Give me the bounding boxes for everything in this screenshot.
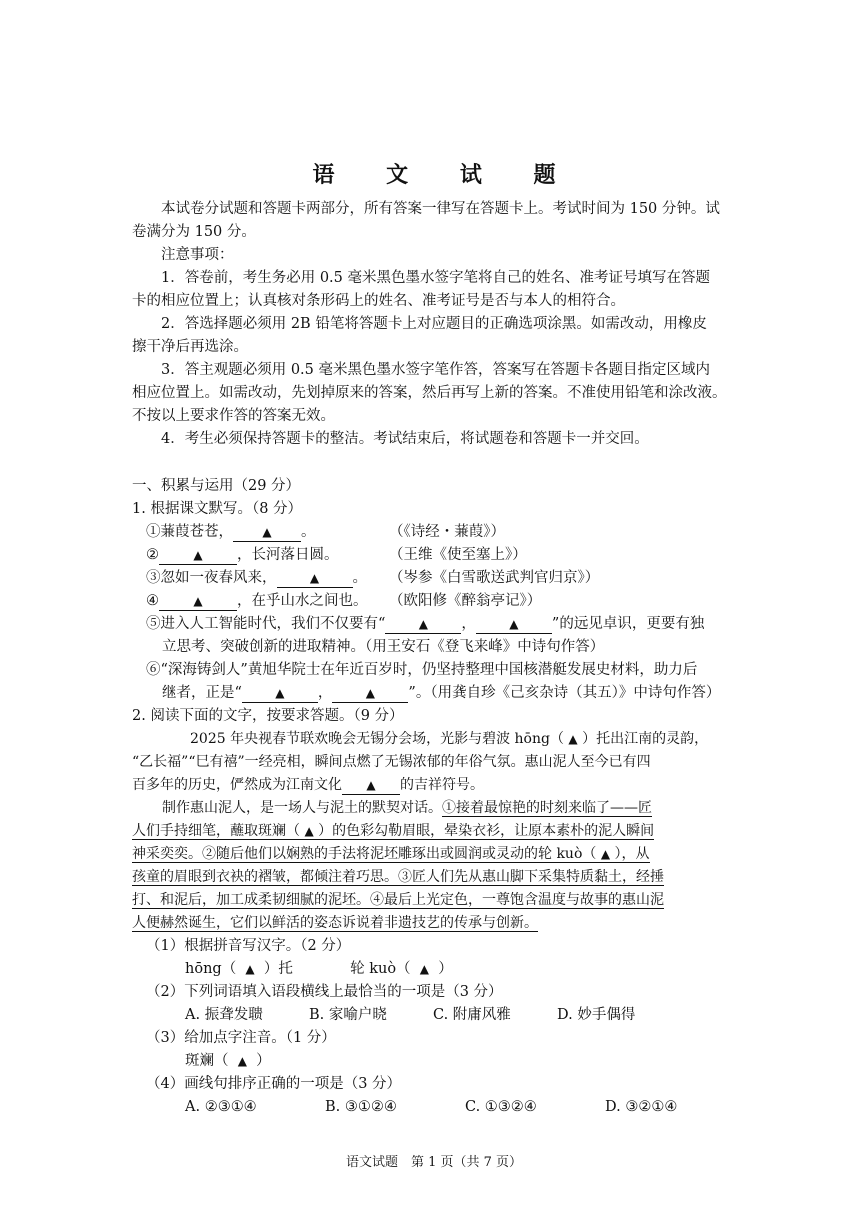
answer-blank[interactable]: ▲ xyxy=(385,616,461,634)
option-b[interactable]: B. 家喻户晓 xyxy=(309,1007,387,1023)
option-c[interactable]: C. 附庸风雅 xyxy=(433,1007,511,1023)
recite-source: （王维《使至塞上》） xyxy=(389,547,527,563)
sub-question-4: （4）画线句排序正确的一项是（3 分） xyxy=(146,1076,402,1092)
recite-source: （《诗经・蒹葭》） xyxy=(389,524,505,540)
options-row xyxy=(185,1004,795,1027)
answer-blank[interactable]: ▲ xyxy=(342,777,400,795)
answer-blank[interactable]: ▲ xyxy=(159,547,237,565)
sub-question-2: （2）下列词语填入语段横线上最恰当的一项是（3 分） xyxy=(146,984,503,1000)
notice-item: 卡的相应位置上；认真核对条形码上的姓名、准考证号是否与本人的相符合。 xyxy=(132,293,625,309)
passage-line: 神采奕奕。②随后他们以娴熟的手法将泥坯雕琢出或圆润或灵动的轮 kuò（ ▲ ），从 xyxy=(132,846,650,862)
page-title: 语 文 试 题 xyxy=(312,162,578,188)
option-c[interactable]: C. ①③②④ xyxy=(465,1099,537,1115)
answer-blank[interactable]: ▲ xyxy=(277,570,353,588)
sub-question-3: （3）给加点字注音。（1 分） xyxy=(146,1030,336,1046)
recite-line-4: ④ ▲ ，在乎山水之间也。 xyxy=(146,593,368,609)
notice-heading: 注意事项： xyxy=(161,247,234,263)
option-d[interactable]: D. ③②①④ xyxy=(605,1099,678,1115)
pinyin-answers: hōng（ ▲ ）托 轮 kuò（ ▲ ） xyxy=(185,961,453,977)
page-footer: 语文试题 第 1 页（共 7 页） xyxy=(345,1155,523,1170)
section-heading: 一、积累与运用（29 分） xyxy=(132,478,301,494)
option-a[interactable]: A. 振聋发聩 xyxy=(185,1007,263,1023)
passage-line: 制作惠山泥人，是一场人与泥土的默契对话。①接着最惊艳的时刻来临了——匠 xyxy=(162,800,652,816)
answer-blank[interactable]: ▲ xyxy=(476,616,552,634)
answer-blank[interactable]: ▲ xyxy=(159,593,237,611)
passage-line: 打、和泥后，加工成柔韧细腻的泥坯。④最后上光定色，一尊饱含温度与故事的惠山泥 xyxy=(132,892,664,908)
option-b[interactable]: B. ③①②④ xyxy=(325,1099,397,1115)
question-1-heading: 1. 根据课文默写。（8 分） xyxy=(132,501,303,517)
option-d[interactable]: D. 妙手偶得 xyxy=(557,1007,636,1023)
recite-line-2: ② ▲ ，长河落日圆。 xyxy=(146,547,339,563)
answer-blank[interactable]: ▲ xyxy=(233,524,301,542)
phonetic-answer: 斑斓（ ▲ ） xyxy=(185,1053,271,1069)
recite-line-5-cont: 立思考、突破创新的进取精神。（用王安石《登飞来峰》中诗句作答） xyxy=(162,639,605,655)
intro-line: 本试卷分试题和答题卡两部分，所有答案一律写在答题卡上。考试时间为 150 分钟。试 xyxy=(161,201,720,217)
notice-item: 3．答主观题必须用 0.5 毫米黑色墨水签字笔作答，答案写在答题卡各题目指定区域内 xyxy=(161,362,711,378)
intro-line: 卷满分为 150 分。 xyxy=(132,224,256,240)
notice-item: 相应位置上。如需改动，先划掉原来的答案，然后再写上新的答案。不准使用铅笔和涂改液。 xyxy=(132,385,727,401)
recite-line-1: ①蒹葭苍苍， ▲ 。 xyxy=(146,524,316,540)
passage-line: “乙长福”“巳有禧”一经亮相，瞬间点燃了无锡浓郁的年俗气氛。惠山泥人至今已有四 xyxy=(132,754,651,770)
recite-line-6: ⑥“深海铸剑人”黄旭华院士在年近百岁时，仍坚持整理中国核潜艇发展史材料，助力后 xyxy=(146,662,698,678)
answer-blank[interactable]: ▲ xyxy=(332,685,408,703)
recite-line-3: ③忽如一夜春风来， ▲ 。 xyxy=(146,570,367,586)
answer-blank[interactable]: ▲ xyxy=(242,685,318,703)
options-row xyxy=(185,1096,795,1119)
notice-item: 4．考生必须保持答题卡的整洁。考试结束后，将试题卷和答题卡一并交回。 xyxy=(161,431,649,447)
passage-line: 人便赫然诞生，它们以鲜活的姿态诉说着非遗技艺的传承与创新。 xyxy=(132,915,538,931)
notice-item: 不按以上要求作答的答案无效。 xyxy=(132,408,335,424)
question-2-heading: 2. 阅读下面的文字，按要求答题。（9 分） xyxy=(132,708,404,724)
sub-question-1: （1）根据拼音写汉字。（2 分） xyxy=(146,938,351,954)
recite-line-5: ⑤进入人工智能时代，我们不仅要有“ ▲ ， ▲ ”的远见卓识，更要有独 xyxy=(146,616,705,632)
option-a[interactable]: A. ②③①④ xyxy=(185,1099,257,1115)
recite-source: （欧阳修《醉翁亭记》） xyxy=(389,593,542,609)
recite-line-6-cont: 继者，正是“ ▲ ， ▲ ”。（用龚自珍《己亥杂诗（其五）》中诗句作答） xyxy=(162,685,721,701)
notice-item: 2．答选择题必须用 2B 铅笔将答题卡上对应题目的正确选项涂黑。如需改动，用橡皮 xyxy=(161,316,707,332)
notice-item: 擦干净后再选涂。 xyxy=(132,339,248,355)
recite-source: （岑参《白雪歌送武判官归京》） xyxy=(389,570,600,586)
passage-line: 百多年的历史，俨然成为江南文化 ▲ 的吉祥符号。 xyxy=(132,777,484,793)
notice-item: 1．答卷前，考生务必用 0.5 毫米黑色墨水签字笔将自己的姓名、准考证号填写在答题 xyxy=(161,270,711,286)
passage-line: 2025 年央视春节联欢晚会无锡分会场，光影与碧波 hōng（ ▲ ）托出江南的灵韵， xyxy=(190,731,709,747)
passage-line: 孩童的眉眼到衣袂的褶皱，都倾注着巧思。③匠人们先从惠山脚下采集特质黏土，经捶 xyxy=(132,869,664,885)
passage-line: 人们手持细笔，蘸取斑斓（ ▲ ）的色彩勾勒眉眼，晕染衣衫，让原本素朴的泥人瞬间 xyxy=(132,823,655,839)
